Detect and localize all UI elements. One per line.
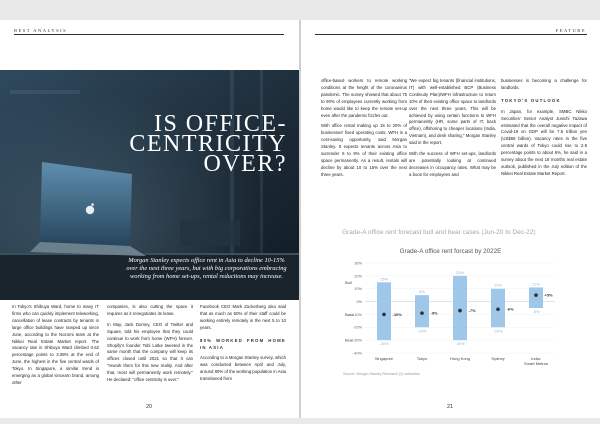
bull-label: 5%: [419, 289, 425, 295]
category-label: Smart Metros: [523, 361, 549, 366]
laptop-icon: [30, 162, 146, 256]
header-rule-left: [14, 34, 284, 35]
bear-label: -5%: [532, 309, 540, 314]
right-col1-paragraph-b: With office rental making up 15 to 20% of businesses' fixed operating costs, WFH is a cost-saving opportunity, said Morgan Stanley. It expects tenants across Asia to surrender 5 to 9% of their existing office space permanently. As a result, rentals will decline by about 10 to 15% over the next three years.: [321, 123, 407, 177]
base-label: -6%: [506, 306, 514, 312]
y-tick-label: 30%: [354, 261, 362, 266]
left-col2-paragraph-b: In May, Jack Dorsey, CEO of Twitter and Square, told his employee that they could continue to work from home (WFH) forever. Shopify's founder Tobi Lutke tweeted in the same month that the company will keep its offices closed until 2021 so that it can "rework them for this new reality. And after that, most will permanently work remotely." He declared: "office centricity is over.": [107, 321, 193, 383]
base-marker: [496, 307, 500, 311]
right-column-2: [409, 78, 496, 183]
right-page: [301, 20, 600, 418]
y-tick-label: -20%: [353, 325, 362, 330]
right-col3-paragraph-b: In Japan, for example, SMBC Nikko Securities' Senior Analyst Junichi Tazawa estimated that the overall negative impact of Covid-19 on GDP will be 7.5 trillion yen (US$68 billion). Vacancy rates in the five central wards of Tokyo could rise to 2.9 percentage points to about 6%, he said in a survey about the next 18 months real estate outlook, published in the July edition of the Nikkei Real Estate Market Report.: [501, 108, 587, 176]
bear-label: -20%: [417, 328, 427, 334]
range-bar: [529, 287, 543, 308]
legend-label: Base: [345, 311, 355, 317]
left-page: [0, 20, 299, 418]
bull-label: 20%: [455, 269, 465, 275]
right-column-1: [321, 78, 407, 183]
range-bar: [377, 282, 391, 340]
subhead-tokyo-outlook: TOKYO'S OUTLOOK: [501, 97, 561, 103]
left-col1-paragraph: In Tokyo's Shibuya Ward, home to many IT firms who can quickly implement teleworking, cancellation of lease contracts by tenants in large office buildings have ramped up since June, according to the Nozomi team at the Nikkei Real Estate Market report. The vacancy rate in Shibuya Ward climbed 0.62 percentage points to 3.08% at the end of June, the highest in the five central wards of Tokyo. In Singapore, a similar trend is emerging as a global sincearn brand, among other: [12, 304, 99, 385]
left-col3-paragraph-b: According to a Morgan Stanley survey, which was conducted between April and July, around 80% of the working population in Asia transitioned from: [200, 355, 286, 382]
left-column-2: [107, 304, 193, 388]
y-tick-label: -10%: [353, 312, 362, 317]
running-head-left: BEST ANALYSIS: [14, 28, 68, 33]
running-head-right: FEATURE: [555, 28, 586, 33]
base-marker: [382, 313, 386, 317]
y-tick-label: 20%: [354, 274, 362, 279]
left-col3-paragraph: Facebook CEO Mark Zuckerberg also said that as much as 50% of their staff could be working entirely remotely in the next 5 to 10 years.: [200, 304, 286, 330]
bear-label: -30%: [455, 341, 465, 347]
left-column-1: [12, 304, 99, 391]
range-bar: [453, 276, 467, 340]
bull-label: 11%: [532, 281, 540, 287]
base-marker: [420, 311, 424, 315]
category-label: Sydney: [491, 356, 505, 361]
category-label: Tokyo: [416, 356, 428, 361]
bear-label: -20%: [493, 328, 503, 334]
category-label: Hong Kong: [449, 356, 471, 361]
hero-caption: Morgan Stanley expects office rent in Asia to decline 10-15% over the next three years, but with big corporations embracing working from home set-ups, rental reductions may increase.: [126, 257, 287, 281]
category-label: India:: [531, 356, 541, 361]
page-number-right: 21: [447, 404, 454, 410]
chart-title: Grade-A office rent forcast by 2022E: [399, 248, 502, 255]
bear-label: -30%: [379, 341, 389, 347]
chart-outer-title: Grade-A office rent forecast bull and bear cases (Jun-20 to Dec-22): [342, 229, 536, 236]
left-col2-paragraph: companies, is also cutting the space it requires as it renegotiates its lease.: [107, 304, 193, 316]
base-marker: [458, 309, 462, 313]
header-rule-right: [315, 34, 587, 35]
legend-label: Bull: [345, 279, 352, 285]
y-tick-label: 10%: [354, 287, 362, 292]
bull-label: 15%: [379, 276, 389, 282]
category-label: Singapore: [374, 356, 394, 361]
right-col3-paragraph: businesses is becoming a challenge for landlords.: [501, 78, 587, 90]
right-col2-paragraph: "We expect big tenants (financial institutions, IT) with well-established BCP (Business Continuity Plan)/WFH infrastructure to return 10% of their existing office space to landlords over the next three years. This will be achieved by using certain functions to WFH permanently (HR, some parts of IT, back office), offshoring to cheaper locations (India, Vietnam), and desk sharing," Morgan Stanley said in the report.: [409, 78, 496, 146]
legend-label: Bear: [345, 337, 354, 343]
base-label: +5%: [544, 292, 553, 298]
page-number-left: 20: [146, 404, 153, 410]
chart-source: Source: Morgan Stanley Research (2) estimates: [343, 372, 420, 376]
left-column-3: [200, 304, 286, 387]
right-column-3: [501, 78, 587, 182]
bull-label: 10%: [493, 282, 503, 288]
base-label: -9%: [430, 310, 438, 316]
subhead-wfh-asia: 80% WORKED FROM HOME IN ASIA: [200, 337, 286, 350]
article-headline: IS OFFICE-CENTRICITY OVER?: [129, 111, 287, 177]
y-tick-label: -30%: [353, 338, 362, 343]
range-bar: [415, 295, 429, 327]
y-tick-label: 0%: [356, 299, 362, 304]
right-col2-paragraph-b: With the success of WFH set-ups, landlords are potentially looking at continued decreases in occupancy rates. What may be a boon for employees and: [409, 151, 496, 177]
right-col1-paragraph: office-based workers to remote working conditions at the height of the coronavirus pandemic. The survey showed that about 75 to 90% of employees currently working from home would like to keep the remote set-up even after the pandemic fizzles out.: [321, 78, 407, 118]
base-marker: [534, 293, 538, 297]
base-label: -10%: [392, 311, 402, 317]
y-tick-label: -40%: [353, 351, 362, 356]
hero-image: [0, 70, 299, 300]
rent-forecast-chart: [341, 257, 561, 369]
base-label: -7%: [468, 307, 476, 313]
